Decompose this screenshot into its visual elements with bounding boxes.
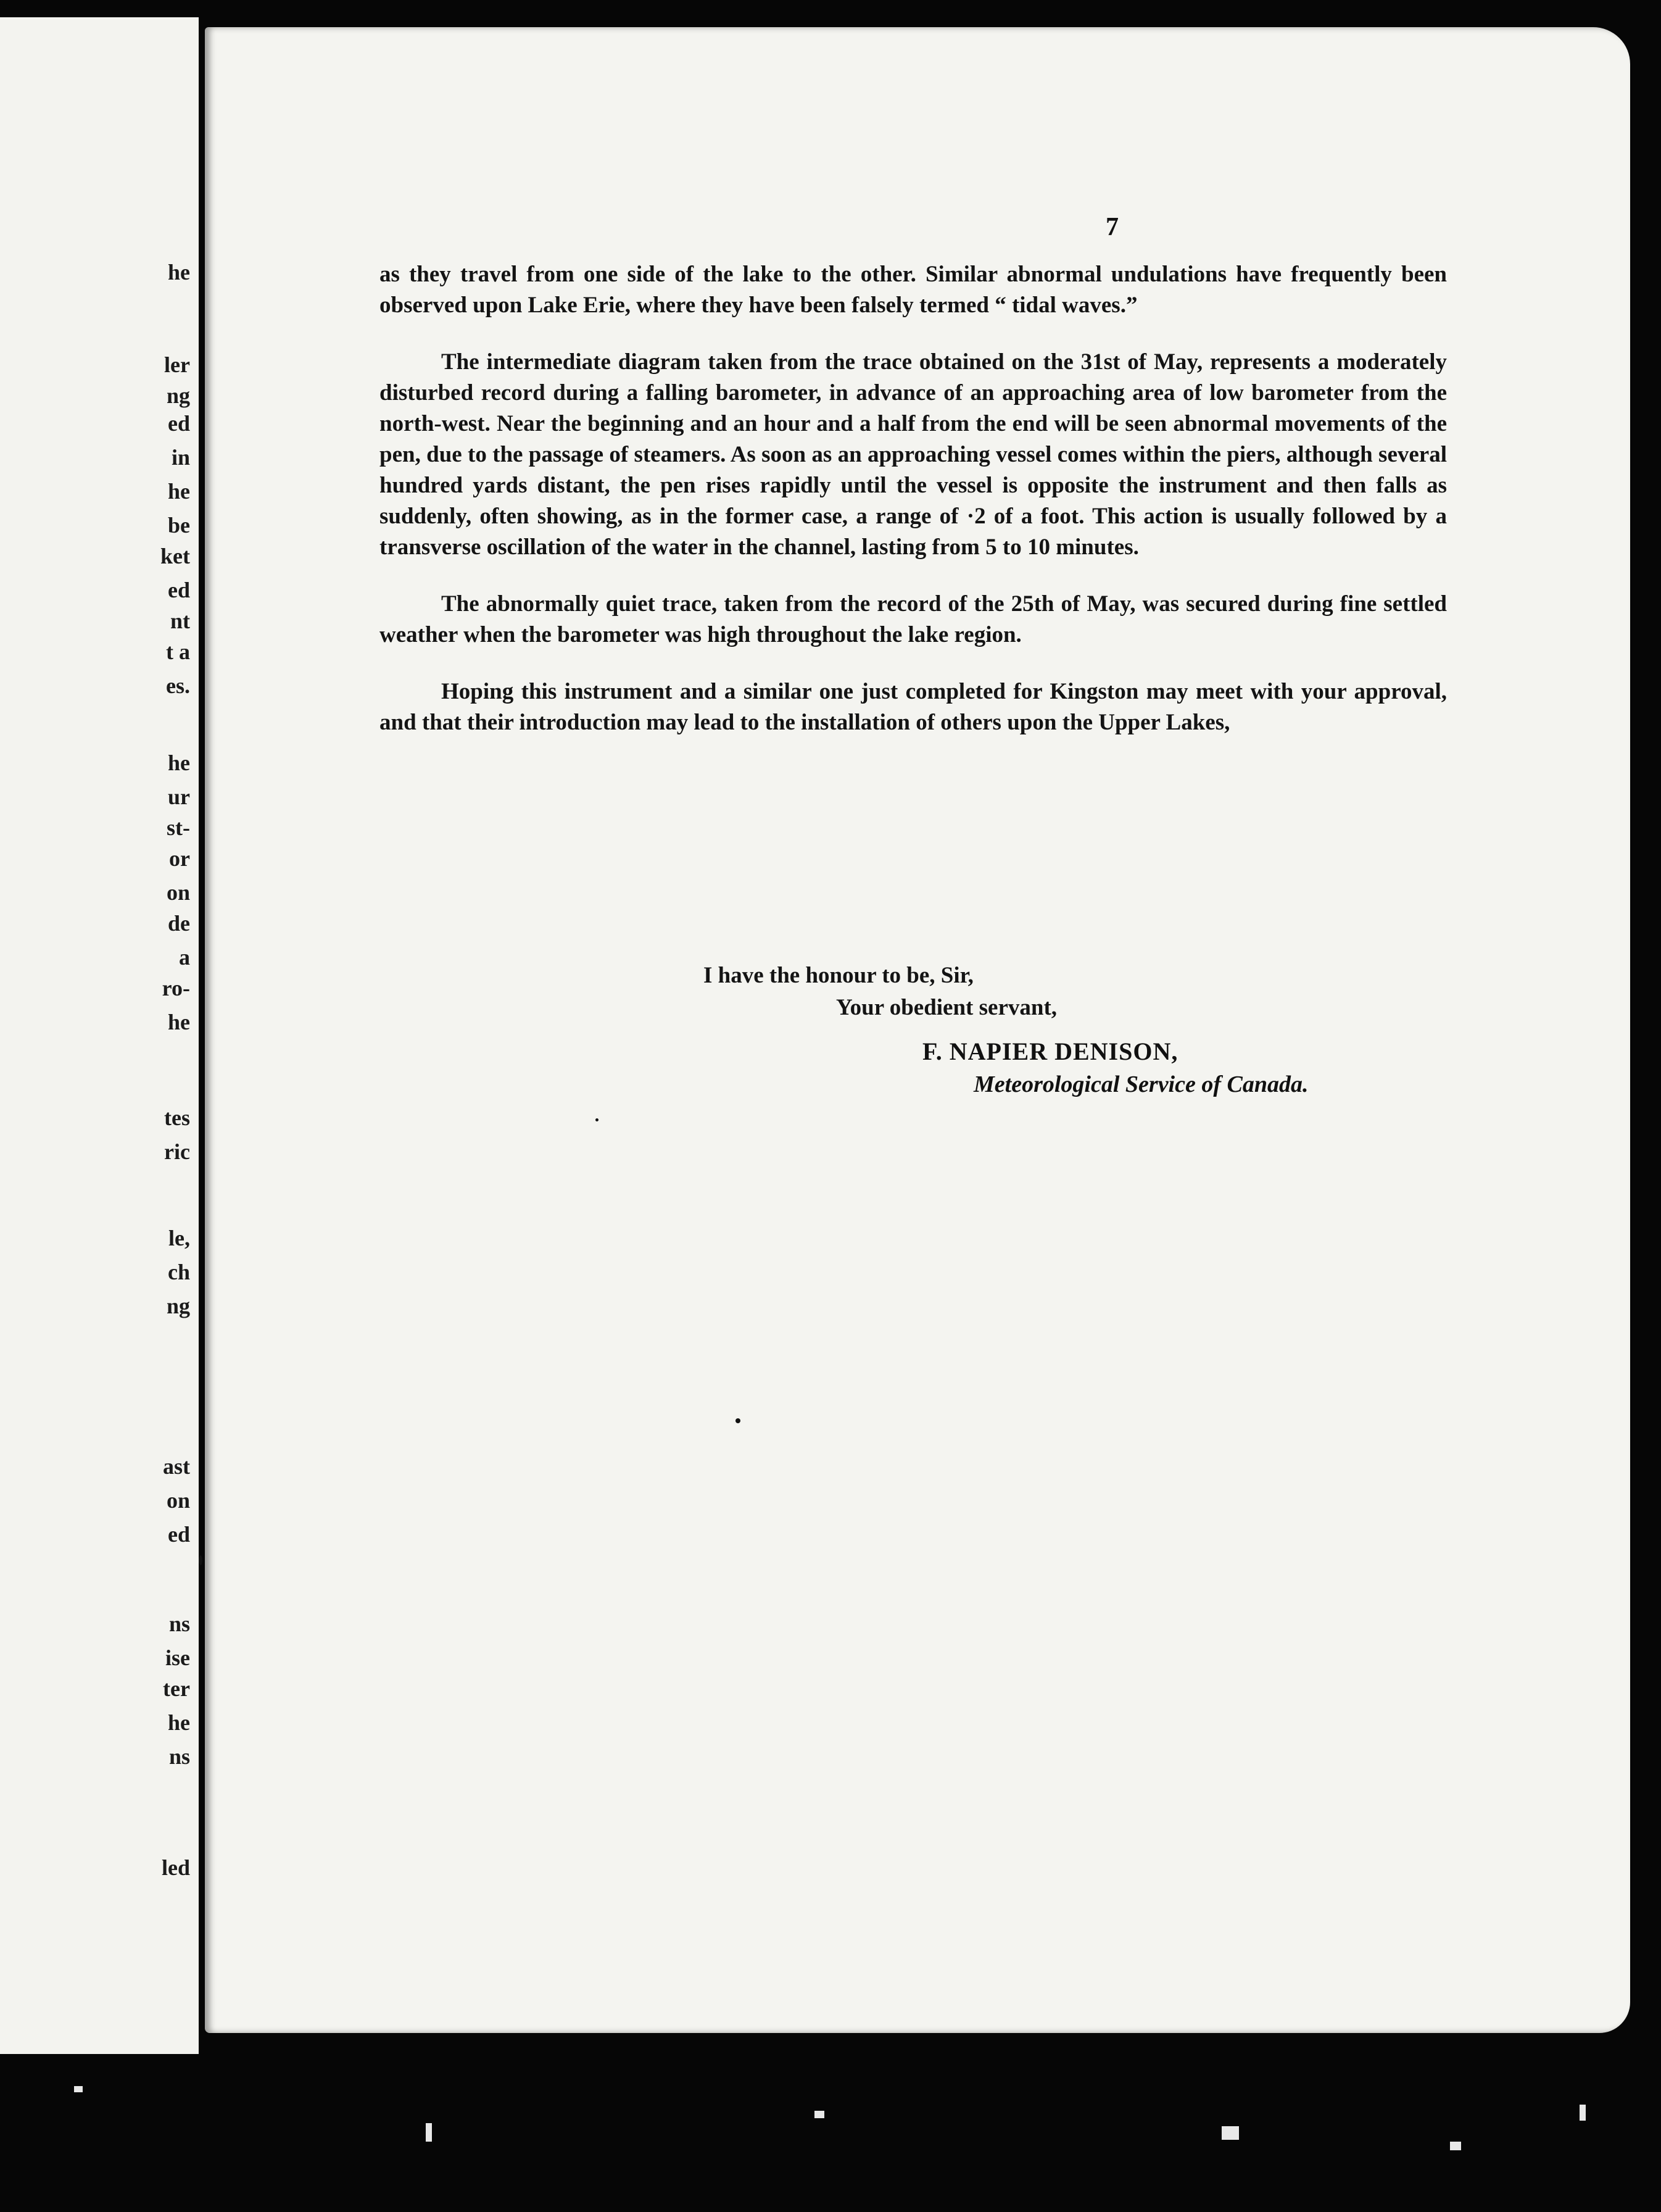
left-page-fragment: on — [166, 880, 190, 905]
left-page-fragment: ur — [168, 784, 190, 809]
left-page-fragment: on — [166, 1488, 190, 1513]
left-page-fragment: ler — [164, 352, 190, 377]
signer-name: F. NAPIER DENISON, — [922, 1037, 1178, 1065]
left-page-fragment: ng — [166, 1294, 190, 1318]
left-page-fragment: led — [161, 1855, 190, 1880]
scan-speck — [1222, 2126, 1239, 2140]
paragraph-4: Hoping this instrument and a similar one just completed for Kingston may meet with your approval, and that their introduction may lead to the installation of others upon the Upper Lakes, — [379, 679, 1447, 735]
scan-speck — [199, 1555, 202, 1565]
left-page-fragment: ns — [168, 1611, 190, 1636]
left-page-fragment: ise — [165, 1645, 190, 1670]
left-page-fragment: tes — [164, 1105, 190, 1130]
left-page-fragment: nt — [170, 609, 190, 633]
paragraph-1: as they travel from one side of the lake to the other. Similar abnormal undulations have frequently been observed upon Lake Erie, where they have been falsely termed “ tidal waves.” — [379, 262, 1447, 318]
left-page-fragment: he — [168, 1710, 190, 1735]
scan-speck — [1450, 2142, 1461, 2150]
left-page-fragment: ric — [164, 1139, 190, 1164]
left-page-fragment: de — [168, 911, 190, 936]
body-text — [379, 259, 1447, 764]
scan-speck — [595, 1118, 599, 1121]
left-page-fragment: or — [169, 846, 190, 871]
left-page-fragment: st- — [167, 815, 190, 840]
left-page-fragment: es. — [166, 673, 190, 698]
left-page-fragment: ed — [168, 578, 190, 602]
scan-speck — [74, 2086, 83, 2092]
left-page-fragment: ed — [168, 1522, 190, 1547]
left-page-fragment: ch — [168, 1260, 190, 1284]
left-page-fragment: ng — [166, 383, 190, 408]
left-page-fragment: ter — [163, 1676, 190, 1701]
signer-affiliation: Meteorological Service of Canada. — [974, 1071, 1309, 1097]
left-page-fragment: he — [168, 750, 190, 775]
closing — [703, 960, 1057, 1024]
left-page-fragment: a — [179, 945, 190, 970]
page-number: 7 — [1106, 213, 1119, 241]
scan-speck — [814, 2111, 824, 2118]
scan-speck — [426, 2123, 432, 2142]
left-page-fragment: ro- — [162, 976, 190, 1000]
closing-salutation: I have the honour to be, Sir, — [703, 963, 974, 988]
left-page-fragment: he — [168, 260, 190, 285]
left-page-fragment: in — [171, 445, 190, 470]
left-page-fragment: le, — [168, 1226, 190, 1250]
scan-speck — [735, 1418, 740, 1423]
scan-speck — [1580, 2105, 1586, 2121]
left-page-fragment: ed — [168, 411, 190, 436]
left-page-fragment: t a — [166, 639, 190, 664]
left-page-fragment: ket — [160, 544, 190, 568]
left-page — [0, 17, 199, 2054]
left-page-fragment: he — [168, 1010, 190, 1034]
left-page-fragment: ast — [163, 1454, 190, 1479]
paragraph-2: The intermediate diagram taken from the trace obtained on the 31st of May, represents a moderately disturbed record during a falling barometer, in advance of an approaching area of low barometer from the north-west. Near the beginning and an hour and a half from the end will be seen abnormal movements of the pen, due to the passage of steamers. As soon as an approaching vessel comes within the piers, although several hundred yards distant, the pen rises rapidly until the vessel is opposite the instrument and then falls as suddenly, often showing, as in the former case, a range of ·2 of a foot. This action is usually followed by a transverse oscillation of the water in the channel, lasting from 5 to 10 minutes. — [379, 349, 1447, 560]
left-page-fragment: he — [168, 479, 190, 504]
left-page-fragment: be — [168, 513, 190, 538]
left-page-fragment: ns — [168, 1744, 190, 1769]
paragraph-3: The abnormally quiet trace, taken from the record of the 25th of May, was secured during fine settled weather when the barometer was high throughout the lake region. — [379, 591, 1447, 647]
closing-servant: Your obedient servant, — [836, 995, 1058, 1020]
